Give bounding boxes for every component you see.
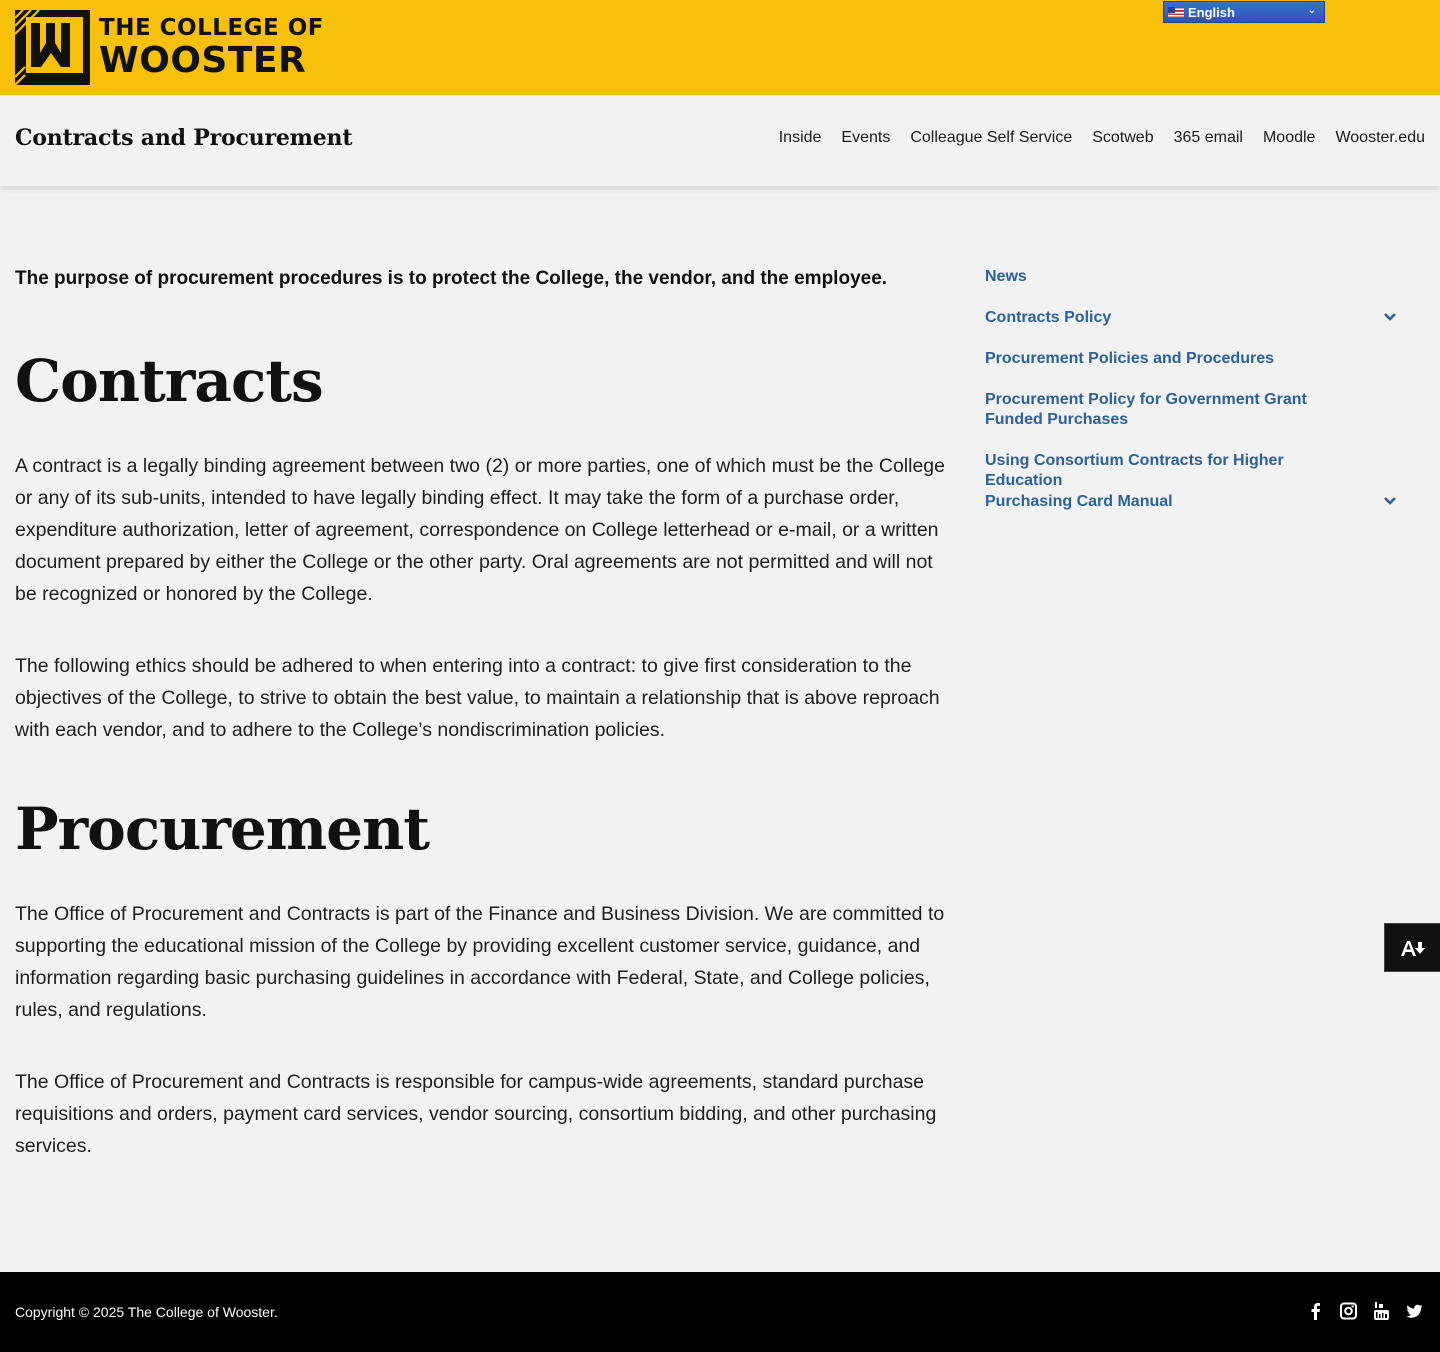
text-download-icon	[1400, 938, 1426, 958]
site-title[interactable]: Contracts and Procurement	[15, 125, 353, 151]
college-logo[interactable]	[15, 10, 324, 85]
contracts-paragraph-1: A contract is a legally binding agreement between two (2) or more parties, one of which must be the College or any of its sub-units, intended to have legally binding effect. It may take the form of a purchase order, expenditure authorization, letter of agreement, correspondence on College letterhead or e-mail, or a written document prepared by either the College or the other party. Oral agreements are not permitted and will not be recognized or honored by the College.	[15, 455, 946, 605]
site-footer	[0, 1272, 1440, 1352]
logo-line2: WOOSTER	[99, 39, 307, 81]
language-label: English	[1188, 4, 1235, 20]
instagram-icon[interactable]	[1340, 1302, 1357, 1320]
sidebar-item-label: Purchasing Card Manual	[985, 493, 1173, 510]
chevron-down-icon[interactable]	[1383, 310, 1397, 324]
logo-line1: THE COLLEGE OF	[99, 14, 324, 41]
sidebar-item-label: Contracts Policy	[985, 309, 1112, 326]
us-flag-icon	[1168, 7, 1184, 18]
main-content	[15, 268, 950, 1157]
accessibility-tool-button[interactable]	[1384, 923, 1440, 972]
twitter-icon[interactable]	[1406, 1302, 1423, 1320]
language-select[interactable]	[1163, 1, 1325, 23]
lede-text: The purpose of procurement procedures is to protect the College, the vendor, and the employee.	[15, 268, 888, 289]
chevron-down-icon[interactable]	[1383, 494, 1397, 508]
sidebar-item-label: Procurement Policy for Government Grant Funded Purchases	[985, 391, 1307, 428]
sidebar-item-consortium-contracts[interactable]	[985, 451, 1405, 491]
nav-wooster-edu[interactable]: Wooster.edu	[1335, 129, 1425, 146]
nav-colleague-self-service[interactable]: Colleague Self Service	[910, 129, 1073, 146]
contracts-paragraph-2: The following ethics should be adhered to when entering into a contract: to give first consideration to the objectives of the College, to strive to obtain the best value, to maintain a relationship that is above reproach with each vendor, and to adhere to the College’s nondiscrimination policies.	[15, 655, 940, 741]
nav-scotweb[interactable]: Scotweb	[1092, 129, 1154, 146]
sidebar-item-label: Using Consortium Contracts for Higher Education	[985, 452, 1284, 489]
copyright-text: Copyright © 2025 The College of Wooster.	[15, 1304, 278, 1320]
site-header	[0, 0, 1440, 95]
nav-moodle[interactable]: Moodle	[1262, 129, 1316, 146]
youtube-icon[interactable]	[1373, 1302, 1390, 1320]
sidebar-item-label: Procurement Policies and Procedures	[985, 350, 1274, 367]
sidebar-item-label: News	[985, 268, 1027, 285]
procurement-paragraph-1: The Office of Procurement and Contracts is part of the Finance and Business Division. We are committed to supporting the educational mission of the College by providing excellent customer service, guidance, and information regarding basic purchasing guidelines in accordance with Federal, State, and College policies, rules, and regulations.	[15, 903, 945, 1021]
procurement-paragraph-2: The Office of Procurement and Contracts is responsible for campus-wide agreements, standard purchase requisitions and orders, payment card services, vendor sourcing, consortium bidding, and other purchasing services.	[15, 1071, 937, 1157]
social-links	[1307, 1302, 1423, 1320]
sidebar-item-news[interactable]	[985, 267, 1405, 287]
sidebar-item-purchasing-card-manual[interactable]	[985, 492, 1405, 512]
sidebar-item-procurement-policies[interactable]	[985, 349, 1405, 369]
section-navbar	[0, 95, 1440, 186]
procurement-heading: Procurement	[15, 795, 430, 863]
nav-inside[interactable]: Inside	[778, 129, 822, 146]
chevron-down-icon: ⌄	[1307, 5, 1316, 16]
sidebar-item-grant-funded-purchases[interactable]	[985, 390, 1405, 430]
logo-wordmark	[99, 14, 324, 81]
nav-365-email[interactable]: 365 email	[1173, 129, 1243, 146]
wooster-w-logo-icon	[15, 10, 90, 85]
sidebar-item-contracts-policy[interactable]	[985, 308, 1405, 328]
nav-events[interactable]: Events	[841, 129, 891, 146]
facebook-icon[interactable]	[1307, 1302, 1324, 1320]
utility-nav	[779, 129, 1425, 147]
contracts-heading: Contracts	[15, 347, 323, 415]
